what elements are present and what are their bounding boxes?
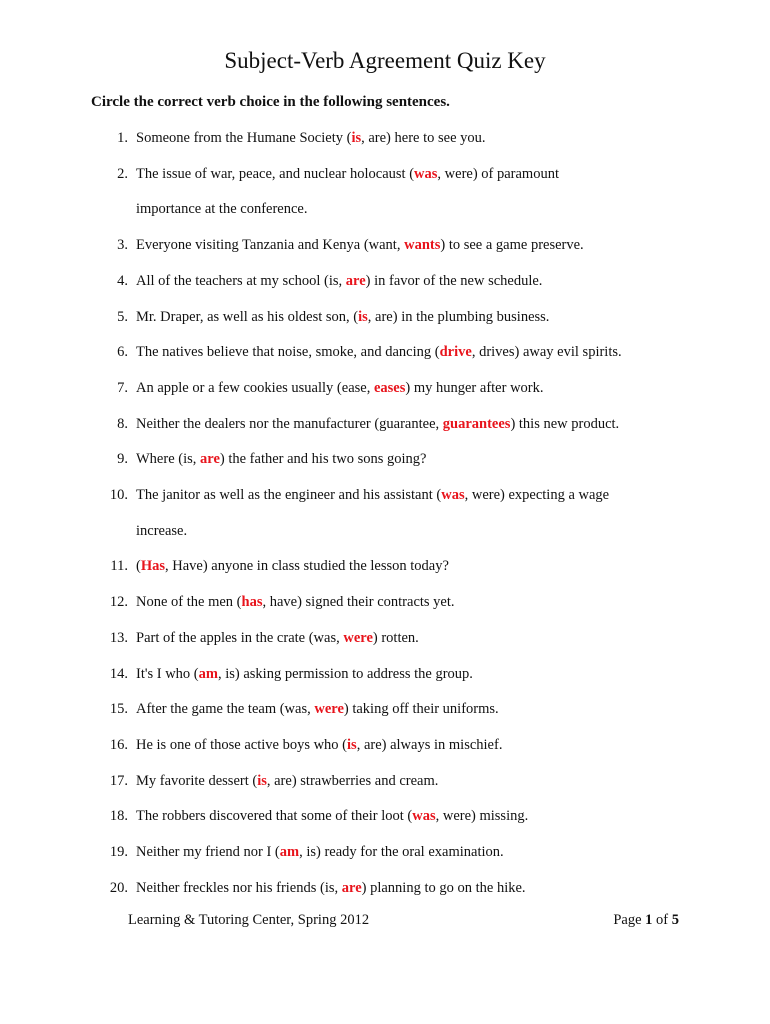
item-number: 4. <box>117 272 128 289</box>
item-text: None of the men (has, have) signed their contracts yet. <box>136 594 455 611</box>
item-number: 2. <box>117 165 128 182</box>
item-text: Neither freckles nor his friends (is, are) planning to go on the hike. <box>136 879 526 896</box>
page-title: Subject-Verb Agreement Quiz Key <box>224 48 546 73</box>
correct-answer: am <box>279 844 300 860</box>
item-text: importance at the conference. <box>136 201 308 218</box>
page-current: 1 <box>645 912 653 928</box>
item-number: 20. <box>109 879 128 896</box>
item-number: 6. <box>117 344 128 361</box>
item-number: 19. <box>109 844 128 860</box>
correct-answer: was <box>441 487 465 503</box>
item-number: 9. <box>117 451 128 468</box>
item-number: 17. <box>109 772 128 789</box>
item-text: After the game the team (was, were) taking off their uniforms. <box>136 701 499 718</box>
correct-answer: is <box>358 308 368 325</box>
item-text: (Has, Have) anyone in class studied the lesson today? <box>136 558 449 575</box>
item-number: 5. <box>117 308 128 325</box>
correct-answer: has <box>241 594 263 611</box>
correct-answer: were <box>314 701 344 718</box>
item-text: My favorite dessert (is, are) strawberries and cream. <box>136 772 439 789</box>
correct-answer: Has <box>140 558 166 575</box>
item-text: Neither the dealers nor the manufacturer (guarantee, guarantees) this new product. <box>136 415 620 432</box>
instructions: Circle the correct verb choice in the following sentences. <box>91 94 450 110</box>
item-text: Where (is, are) the father and his two sons going? <box>136 451 427 468</box>
item-number: 16. <box>109 736 128 753</box>
page-label: Page <box>613 912 642 928</box>
correct-answer: were <box>343 629 373 646</box>
item-text: Mr. Draper, as well as his oldest son, (is, are) in the plumbing business. <box>136 308 550 325</box>
item-number: 13. <box>109 629 128 646</box>
footer-source: Learning & Tutoring Center, Spring 2012 <box>128 912 370 928</box>
item-text: The issue of war, peace, and nuclear holocaust (was, were) of paramount <box>136 165 559 182</box>
item-number: 12. <box>109 594 128 611</box>
correct-answer: was <box>414 165 438 182</box>
item-text: Everyone visiting Tanzania and Kenya (want, wants) to see a game preserve. <box>136 237 584 254</box>
item-text: Neither my friend nor I (am, is) ready for the oral examination. <box>136 844 504 860</box>
item-text: The natives believe that noise, smoke, and dancing (drive, drives) away evil spirits. <box>136 344 622 361</box>
correct-answer: was <box>412 808 436 825</box>
correct-answer: guarantees <box>442 415 511 432</box>
item-number: 7. <box>117 379 128 396</box>
correct-answer: is <box>257 772 267 789</box>
item-number: 1. <box>117 130 128 146</box>
item-number: 15. <box>109 701 128 718</box>
item-number: 14. <box>109 665 128 682</box>
item-text: He is one of those active boys who (is, are) always in mischief. <box>136 736 503 753</box>
page-total: 5 <box>671 912 679 928</box>
correct-answer: drive <box>439 344 472 361</box>
correct-answer: is <box>351 130 362 146</box>
correct-answer: is <box>347 736 357 753</box>
item-text: Someone from the Humane Society (is, are) here to see you. <box>136 130 486 146</box>
item-text: It's I who (am, is) asking permission to address the group. <box>136 665 473 682</box>
footer-page-number <box>613 910 679 930</box>
item-number: 3. <box>117 237 128 254</box>
correct-answer: are <box>345 272 366 289</box>
item-text: An apple or a few cookies usually (ease, eases) my hunger after work. <box>136 379 544 396</box>
correct-answer: are <box>200 451 220 468</box>
correct-answer: eases <box>373 379 406 396</box>
correct-answer: am <box>198 665 218 682</box>
item-text: Part of the apples in the crate (was, were) rotten. <box>136 629 419 646</box>
item-text: The janitor as well as the engineer and his assistant (was, were) expecting a wage <box>136 487 610 503</box>
page-of: of <box>656 912 669 928</box>
item-text: increase. <box>136 522 188 539</box>
correct-answer: are <box>341 879 362 896</box>
correct-answer: wants <box>404 237 441 254</box>
item-text: All of the teachers at my school (is, are) in favor of the new schedule. <box>136 272 543 289</box>
item-number: 10. <box>109 487 128 503</box>
item-number: 8. <box>117 415 128 432</box>
item-text: The robbers discovered that some of their loot (was, were) missing. <box>136 808 529 825</box>
item-number: 18. <box>109 808 128 825</box>
item-number: 11. <box>110 558 128 575</box>
